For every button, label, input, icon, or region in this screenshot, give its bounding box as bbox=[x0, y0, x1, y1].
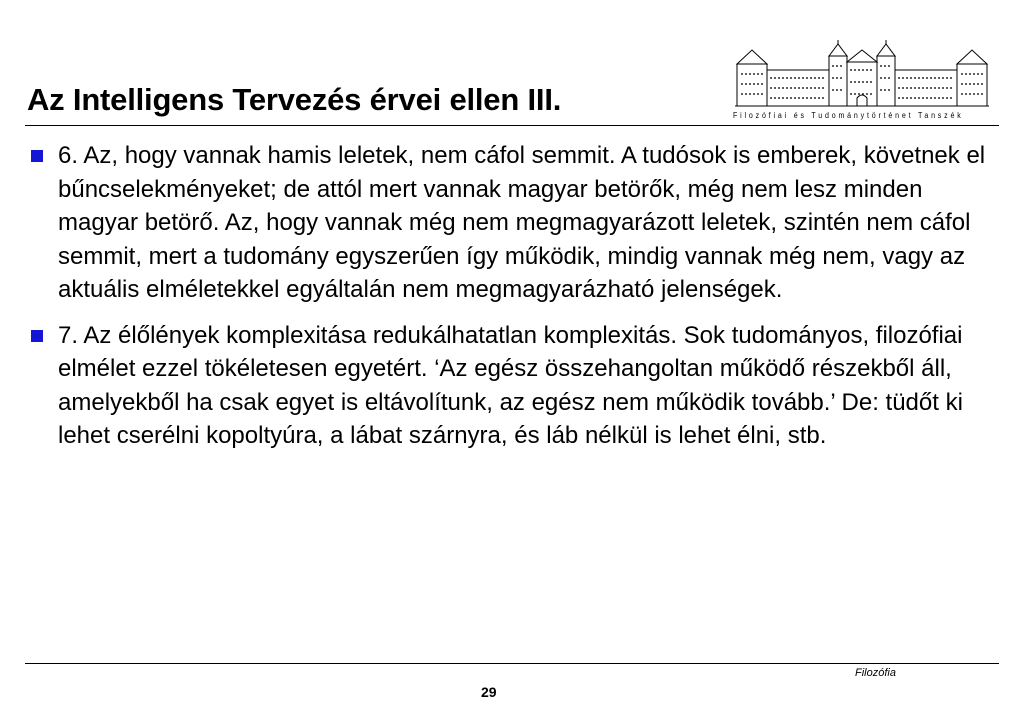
page-number: 29 bbox=[481, 684, 497, 700]
bullet-text: 7. Az élőlények komplexitása redukálhatatlan komplexitás. Sok tudományos, filozófiai elmélet ezzel tökéletesen egyetért. ‘Az egész összehangoltan működő részekből áll, amelyekből ha csak egyet is eltávolítunk, az egész nem működik tovább.’ De: tüdőt ki lehet cserélni kopoltyúra, a lábat szárnyra, és láb nélkül is lehet élni, stb. bbox=[58, 321, 963, 449]
header-divider bbox=[25, 125, 999, 126]
bullet-text: 6. Az, hogy vannak hamis leletek, nem cáfol semmit. A tudósok is emberek, követnek el bűncselekményeket; de attól mert vannak magyar betörők, még nem lesz minden magyar betörő. Az, hogy vannak még nem megmagyarázott leletek, szintén nem cáfol semmit, mert a tudomány egyszerűen így működik, mindig vannak még nem, vagy az aktuális elméletekkel egyáltalán nem megmagyarázható jelenségek. bbox=[58, 142, 986, 303]
bullet-item bbox=[30, 139, 990, 307]
footer-divider bbox=[25, 663, 999, 664]
footer-label: Filozófia bbox=[855, 667, 896, 679]
slide-title: Az Intelligens Tervezés érvei ellen III. bbox=[27, 82, 562, 117]
logo-caption: Filozófiai és Tudománytörténet Tanszék bbox=[733, 111, 964, 120]
university-building-logo bbox=[733, 40, 991, 122]
square-bullet-icon bbox=[31, 330, 43, 342]
bullet-item bbox=[30, 319, 990, 453]
square-bullet-icon bbox=[31, 150, 43, 162]
bullet-list bbox=[30, 139, 990, 465]
